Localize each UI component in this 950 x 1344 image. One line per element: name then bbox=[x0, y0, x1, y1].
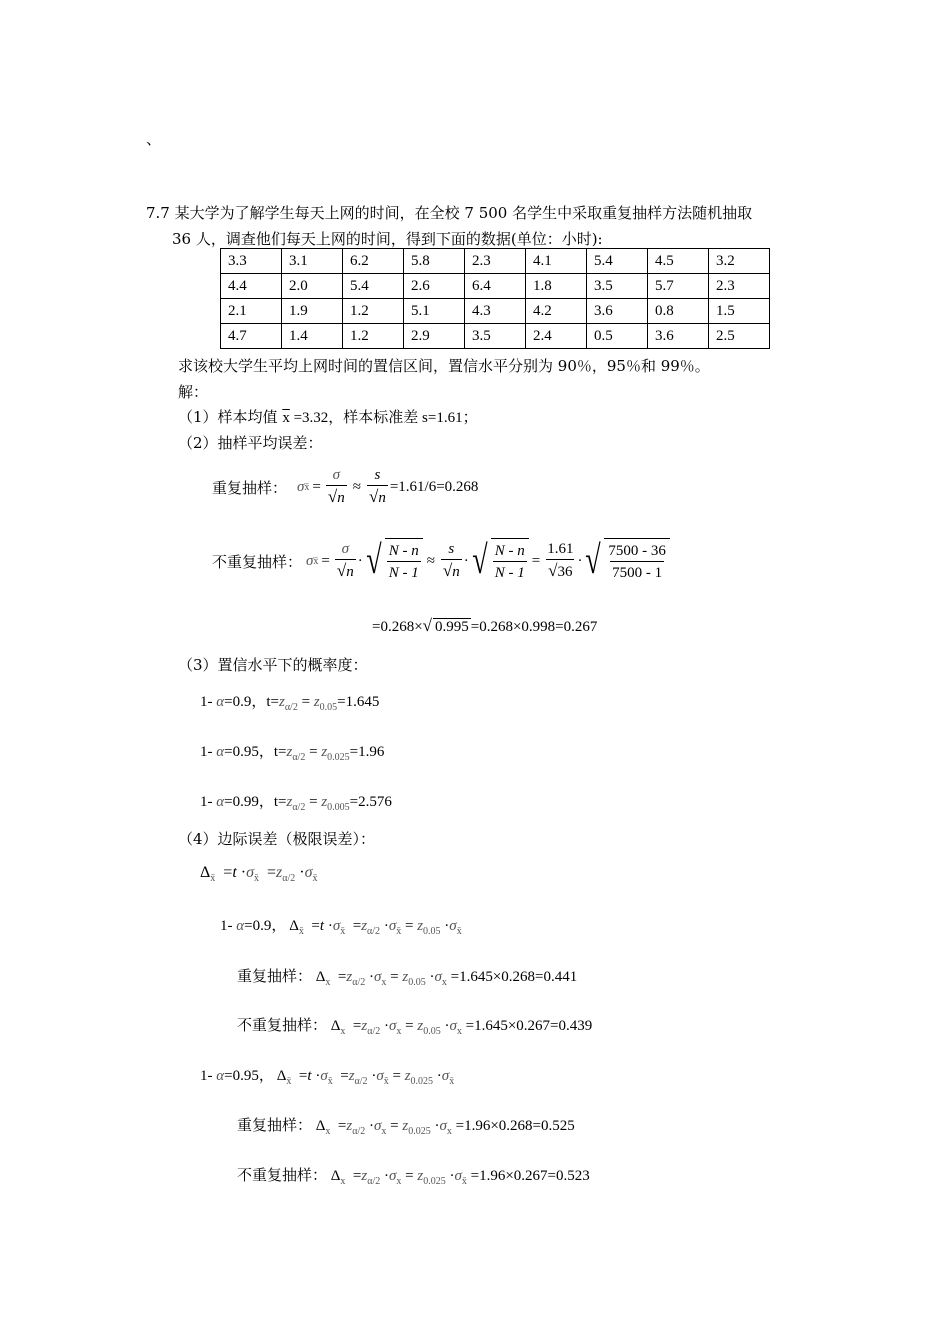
table-cell: 3.3 bbox=[221, 249, 282, 274]
prob-90-a: =0.9，t= bbox=[224, 694, 279, 710]
table-cell: 5.1 bbox=[404, 299, 465, 324]
prob-95-val: =1.96 bbox=[349, 744, 385, 760]
table-cell: 2.0 bbox=[282, 274, 343, 299]
table-cell: 2.3 bbox=[709, 274, 770, 299]
case-95-repeat-label: 重复抽样： bbox=[237, 1116, 313, 1134]
table-cell: 5.4 bbox=[343, 274, 404, 299]
table-cell: 2.9 bbox=[404, 324, 465, 349]
step-2: （2）抽样平均误差： bbox=[178, 434, 323, 452]
margin-formula: $\Delta_{x̄} =t \cdot\sigma_{x̄} =z_{\alpha/2} \cdot\sigma_{x̄}$ bbox=[200, 864, 318, 884]
nonrepeat-result: =0.268×√ 0.995 =0.268×0.998=0.267 bbox=[372, 616, 598, 635]
nonrepeat-post: =0.268×0.998=0.267 bbox=[470, 619, 598, 635]
solution-label: 解： bbox=[178, 383, 209, 401]
case-90-nonrepeat-val: =1.645×0.267=0.439 bbox=[465, 1018, 593, 1034]
step-4: （4）边际误差（极限误差）： bbox=[178, 830, 376, 848]
frac-7499: 7500 - 1 bbox=[610, 561, 664, 584]
prob-99: 1- α=0.99，$t=z_{\alpha/2} = z_{0.005}=2.576$ bbox=[200, 794, 392, 813]
table-row bbox=[221, 274, 770, 299]
case-95-nonrepeat-label: 不重复抽样： bbox=[237, 1166, 328, 1184]
repeat-label: 重复抽样： bbox=[212, 478, 288, 497]
table-cell: 0.5 bbox=[587, 324, 648, 349]
prob-90: 1- α=0.9，$t=z_{\alpha/2} = z_{0.05}=1.645$ bbox=[200, 694, 380, 713]
table-cell: 1.4 bbox=[282, 324, 343, 349]
table-cell: 3.6 bbox=[648, 324, 709, 349]
step-1-values: =3.32，样本标准差 s=1.61； bbox=[289, 410, 478, 426]
case-95-formula: 1- α=0.95， $\Delta_{x̄} =t \cdot\sigma_{x̄} =z_{\alpha/2} \cdot\sigma_{x̄} = z_{0.025} \cdot\sigma_{x̄}$ bbox=[200, 1068, 455, 1087]
table-cell: 5.8 bbox=[404, 249, 465, 274]
question: 求该校大学生平均上网时间的置信区间，置信水平分别为 90％，95％和 99％。 bbox=[178, 357, 710, 375]
mark: 、 bbox=[146, 130, 162, 148]
table-cell: 2.6 bbox=[404, 274, 465, 299]
nonrepeat-sampling-formula: 不重复抽样： σ x̄ = $\frac{\sigma}{√n}$ · √ $\frac{N - n}{N - 1}$ ≈ $\frac{s}{√n}$ · √ $\frac{N - n}{N - 1}$ = $\frac{1.61}{√36}$ · √ $\frac{7500 - 36}{7500 - 1}$ bbox=[212, 538, 670, 584]
table-cell: 2.4 bbox=[526, 324, 587, 349]
case-95-repeat-val: =1.96×0.268=0.525 bbox=[455, 1118, 575, 1134]
case-90-repeat: 重复抽样： $\Delta_x =z_{\alpha/2} \cdot\sigma_x = z_{0.05} \cdot\sigma_x =1.645\times 0.268=0.441$ bbox=[237, 967, 578, 988]
nonrepeat-pre: =0.268× bbox=[372, 619, 423, 635]
repeat-sampling-formula: 重复抽样： σ x̄ = $\frac{\sigma}{√n}$ ≈ $\frac{s}{√n}$ =1.61/6=0.268 bbox=[212, 465, 478, 509]
table-cell: 3.1 bbox=[282, 249, 343, 274]
table-cell: 3.2 bbox=[709, 249, 770, 274]
table-cell: 4.2 bbox=[526, 299, 587, 324]
xbar-symbol: $\overline{x}$ bbox=[282, 410, 290, 426]
step-1 bbox=[178, 406, 478, 427]
table-cell: 6.4 bbox=[465, 274, 526, 299]
table-cell: 6.2 bbox=[343, 249, 404, 274]
table-cell: 0.8 bbox=[648, 299, 709, 324]
table-cell: 1.2 bbox=[343, 324, 404, 349]
case-90-repeat-label: 重复抽样： bbox=[237, 967, 313, 985]
sqrt-36: 36 bbox=[557, 564, 573, 580]
table-cell: 2.1 bbox=[221, 299, 282, 324]
table-cell: 3.6 bbox=[587, 299, 648, 324]
case-90-nonrepeat: 不重复抽样： $\Delta_x =z_{\alpha/2} \cdot\sigma_x = z_{0.05} \cdot\sigma_x =1.645\times 0.267=0.439$ bbox=[237, 1016, 593, 1037]
table-cell: 1.5 bbox=[709, 299, 770, 324]
prob-99-a: =0.99，t= bbox=[224, 794, 287, 810]
step-3: （3）置信水平下的概率度： bbox=[178, 656, 368, 674]
frac-161: 1.61 bbox=[547, 541, 574, 557]
nonrepeat-label: 不重复抽样： bbox=[212, 552, 303, 571]
table-row bbox=[221, 324, 770, 349]
problem-line-1: 7.7 某大学为了解学生每天上网的时间，在全校 7 500 名学生中采取重复抽样方法随机抽取 bbox=[146, 204, 753, 222]
repeat-result: =1.61/6=0.268 bbox=[389, 478, 479, 495]
table-cell: 4.7 bbox=[221, 324, 282, 349]
table-cell: 3.5 bbox=[465, 324, 526, 349]
prob-90-val: =1.645 bbox=[337, 694, 380, 710]
frac-7464: 7500 - 36 bbox=[608, 543, 666, 559]
table-row bbox=[221, 249, 770, 274]
table-cell: 2.5 bbox=[709, 324, 770, 349]
case-95-repeat: 重复抽样： $\Delta_x =z_{\alpha/2} \cdot\sigma_x = z_{0.025} \cdot\sigma_x =1.96\times 0.268=0.525$ bbox=[237, 1116, 575, 1137]
case-95-nonrepeat-val: =1.96×0.267=0.523 bbox=[470, 1168, 590, 1184]
case-95-head: =0.95， bbox=[224, 1068, 274, 1084]
case-90-nonrepeat-label: 不重复抽样： bbox=[237, 1016, 328, 1034]
table-cell: 4.5 bbox=[648, 249, 709, 274]
prob-99-val: =2.576 bbox=[349, 794, 392, 810]
table-cell: 4.3 bbox=[465, 299, 526, 324]
table-row bbox=[221, 299, 770, 324]
table-cell: 3.5 bbox=[587, 274, 648, 299]
data-table bbox=[220, 248, 770, 349]
prob-95-sub: 0.025 bbox=[327, 752, 350, 763]
prob-99-sub: 0.005 bbox=[327, 802, 350, 813]
prob-95-a: =0.95，t= bbox=[224, 744, 287, 760]
case-95-nonrepeat: 不重复抽样： $\Delta_x =z_{\alpha/2} \cdot\sigma_x = z_{0.025} \cdot\sigma_{x̄} =1.96\times 0.267=0.523$ bbox=[237, 1166, 590, 1187]
step-1-pre: （1）样本均值 bbox=[178, 408, 283, 426]
root-0995: 0.995 bbox=[435, 619, 469, 635]
table-cell: 2.3 bbox=[465, 249, 526, 274]
table-cell: 4.1 bbox=[526, 249, 587, 274]
case-90-head: =0.9， bbox=[244, 918, 287, 934]
table-cell: 1.8 bbox=[526, 274, 587, 299]
table-cell: 1.2 bbox=[343, 299, 404, 324]
prob-90-sub: 0.05 bbox=[319, 702, 338, 713]
table-cell: 5.4 bbox=[587, 249, 648, 274]
case-90-formula: 1- α=0.9， $\Delta_{x̄} =t \cdot\sigma_{x̄} =z_{\alpha/2} \cdot\sigma_{x̄} = z_{0.05} \cdot\sigma_{x̄}$ bbox=[220, 918, 462, 937]
table-cell: 1.9 bbox=[282, 299, 343, 324]
problem-line-2: 36 人，调查他们每天上网的时间，得到下面的数据(单位：小时): bbox=[172, 230, 603, 248]
table-cell: 4.4 bbox=[221, 274, 282, 299]
prob-95: 1- α=0.95，$t=z_{\alpha/2} = z_{0.025}=1.96$ bbox=[200, 744, 385, 763]
table-cell: 5.7 bbox=[648, 274, 709, 299]
case-90-repeat-val: =1.645×0.268=0.441 bbox=[450, 969, 578, 985]
